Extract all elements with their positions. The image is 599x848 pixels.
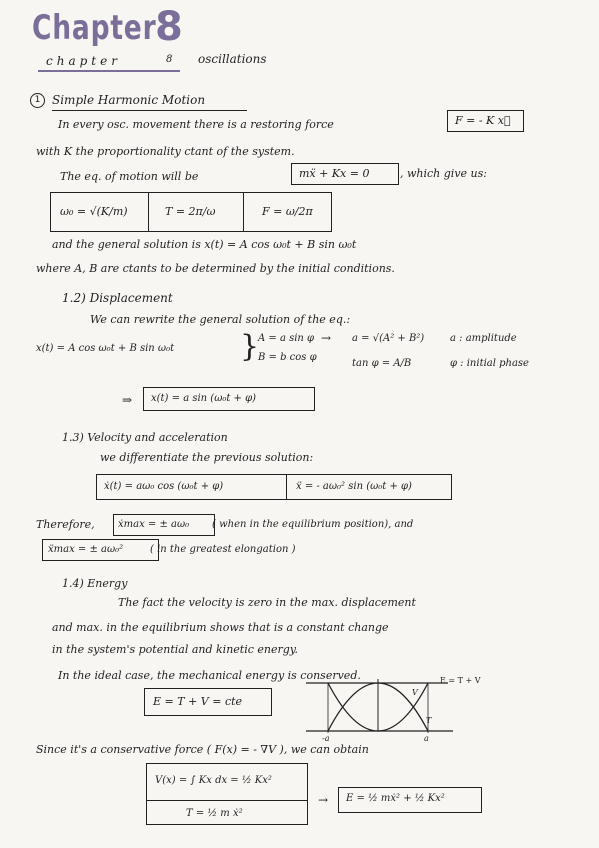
table-divider [243, 192, 244, 231]
proportionality-text: with K the proportionality ctant of the system. [36, 145, 295, 158]
amax-formula: ẍmax = ± aω₀² [48, 544, 124, 555]
table-divider [148, 192, 149, 231]
chapter-number: 8 [155, 4, 183, 50]
brace-symbol: } [240, 329, 260, 364]
energy-text-2: and max. in the equilibrium shows that is a constant change [52, 621, 389, 634]
table-divider [146, 800, 307, 801]
equation-motion-text: The eq. of motion will be [60, 170, 199, 183]
energy-heading: 1.4) Energy [62, 577, 128, 590]
which-give-text: , which give us: [400, 167, 487, 180]
chapter-title: Chapter [32, 8, 157, 48]
section-title: Simple Harmonic Motion [52, 93, 206, 107]
graph-a-label: a [424, 734, 429, 743]
energy-conservation: E = T + V = cte [153, 695, 243, 708]
omega-formula: ω₀ = √(K/m) [60, 205, 128, 218]
period-formula: T = 2π/ω [165, 205, 216, 218]
chapter-script-number: 8 [166, 54, 173, 65]
velocity-heading: 1.3) Velocity and acceleration [62, 431, 228, 444]
velocity-formula: ẋ(t) = aω₀ cos (ω₀t + φ) [104, 481, 224, 492]
frequency-formula: F = ω/2π [262, 205, 313, 218]
kinetic-energy-formula: T = ½ m ẋ² [186, 808, 243, 819]
displacement-heading: 1.2) Displacement [62, 291, 173, 305]
graph-neg-a-label: -a [322, 734, 330, 743]
rewrite-text: We can rewrite the general solution of the eq.: [90, 313, 351, 326]
brace-b: B = b cos φ [258, 352, 317, 363]
brace-a: A = a sin φ [258, 333, 315, 344]
amax-note: ( in the greatest elongation ) [150, 544, 296, 555]
implies-arrow-icon: ⇒ [122, 393, 133, 407]
phase-formula: tan φ = A/B [352, 358, 412, 369]
general-solution-text: and the general solution is x(t) = A cos ω₀t + B sin ω₀t [52, 238, 357, 251]
differentiate-text: we differentiate the previous solution: [100, 451, 314, 464]
phase-label: φ : initial phase [450, 358, 529, 369]
energy-text-4: In the ideal case, the mechanical energy is conserved. [58, 669, 361, 682]
graph-t-label: T [426, 716, 432, 725]
displacement-lhs: x(t) = A cos ω₀t + B sin ω₀t [36, 343, 175, 354]
force-formula: F = - K x⃗ [455, 114, 511, 127]
total-energy-formula: E = ½ mẋ² + ½ Kx² [346, 793, 445, 804]
arrow-icon: → [321, 331, 332, 345]
displacement-result: x(t) = a sin (ω₀t + φ) [151, 393, 257, 404]
conservative-force-text: Since it's a conservative force ( F(x) = - ∇V ), we can obtain [36, 743, 369, 756]
graph-v-label: V [412, 688, 418, 697]
amplitude-label: a : amplitude [450, 333, 517, 344]
vmax-note: ( when in the equilibrium position), and [212, 519, 414, 530]
title-underline [38, 70, 180, 72]
constants-text: where A, B are ctants to be determined by the initial conditions. [36, 262, 395, 275]
acceleration-formula: ẍ = - aω₀² sin (ω₀t + φ) [296, 481, 412, 492]
restoring-force-text: In every osc. movement there is a restoring force [58, 118, 334, 131]
vmax-formula: ẋmax = ± aω₀ [118, 519, 190, 530]
arrow-icon: → [318, 793, 329, 807]
chapter-topic: oscillations [198, 52, 267, 66]
section-title-underline [52, 110, 247, 111]
table-divider [286, 474, 287, 499]
section-number: 1 [30, 93, 45, 108]
motion-formula: mẍ + Kx = 0 [299, 167, 370, 180]
graph-total-label: E = T + V [440, 676, 481, 685]
potential-energy-formula: V(x) = ∫ Kx dx = ½ Kx² [155, 775, 272, 786]
chapter-script: chapter [46, 54, 121, 68]
amplitude-formula: a = √(A² + B²) [352, 333, 425, 344]
therefore-text: Therefore, [36, 518, 95, 531]
energy-text-1: The fact the velocity is zero in the max. displacement [118, 596, 416, 609]
energy-text-3: in the system's potential and kinetic energy. [52, 643, 299, 656]
